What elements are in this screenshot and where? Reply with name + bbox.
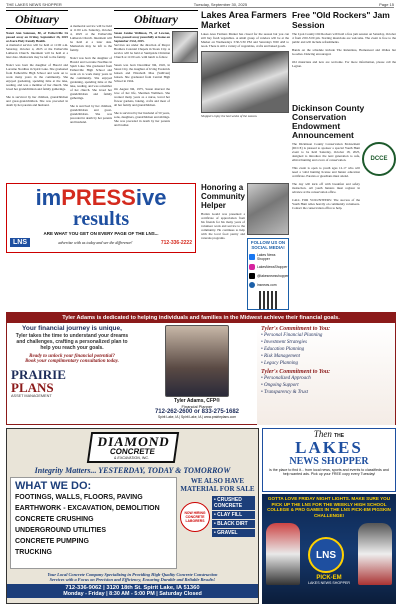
hiring-text: NOW HIRING [184,510,206,515]
x-icon [249,273,255,279]
headline-part: im [35,185,62,210]
service-item: EARTHWORK - EXCAVATION, DEMOLITION [15,505,160,512]
ad-headline [10,187,192,209]
social-row[interactable] [249,273,287,279]
article-headline: Free "Old Rockers" Jam Session [292,10,390,30]
ad-footer: Your Local Concrete Company Specializing in Providing High-Quality Concrete Construction [47,572,218,577]
materials-title: WE ALSO HAVE MATERIAL FOR SALE [180,477,255,493]
logo-text: DCCE [370,156,388,162]
obituary-body: Services are under the direction of Meyer Brothers Colonial Chapels in Sioux City. A service will be held at Sunnyside Christian Church at 11:00 a.m. with lunch to follow. Susan was born December 9th, 1945, in Sioux City, the daughter of Irving Frederick Jensen and Elizabeth Mae (Sullivan) Jensen. She graduated from Central High School in 1964. On August 9th, 1975, Susan married the love of her life, Sherman Wellmon. She worked many years as a nurse, loved her flower gardens, baking, crafts and most of all her family and grandchildren. She is survived by her husband of 50 years, sons, daughters, grandchildren and siblings. She was preceded in death by her parents and brother. [114,43,171,127]
service-item: • Risk Management [261,354,300,359]
ad-tagline: ARE WHAT YOU GET ON EVERY PAGE OF THE LNS... [43,231,159,236]
dccef-article [292,104,396,310]
service-item: • Personal Financial Planning [261,333,323,338]
photo-caption: Shoppers enjoy the last weeks of the season. [201,114,258,118]
ad-cta-2: Book your complimentary consultation today. [25,359,119,364]
ad-headline: GOTTA LOVE FRIDAY NIGHT LIGHTS. MAKE SURE YOU PICK UP THE LNS FOR THE WEEKLY HIGH SCHOOL COLLEGE & PRO GAMES IN THE LNS PICK-EM PIGSKIN CHALLENGE! [267,496,391,518]
logo-text: PRAIRIE [11,367,66,382]
services-title: WHAT WE DO: [15,480,92,492]
tyler-adams-ad [6,312,396,425]
service-item: UNDERGROUND UTILITIES [15,527,106,534]
football-player-photo [266,523,300,585]
logo-text: LNS [13,239,27,246]
services-list [261,332,391,367]
social-label: LakesNewsShopper [257,265,288,269]
obituary-2 [114,10,198,180]
promo-text: THE [334,433,345,439]
page-header [6,2,394,8]
list-title: Tyler's Commitment to You: [261,369,331,375]
obituary-1 [6,10,68,180]
publication-name: THE LAKES NEWS SHOPPER [6,2,62,7]
ad-address: Spirit Lake, IA | Spirit Lake, IA | www.prairieplans.com [157,415,237,419]
service-item: CONCRETE PUMPING [15,538,89,545]
article-body: The Dickinson County Conservation Endowment (DCCE) is pleased to sponsor a special Youth Hunt event to be held Saturday, October 18, 2025, designed to introduce the next generation to safe, ethical hunting and a love of conservation. This event is open to youth ages 12-17 who will need a valid hunting license and hunter education certificate. Parents or guardians must attend. The day will kick off with breakfast and safety instruction. All youth hunters must register in advance at the conservation office. CALL FOR VOLUNTEERS: The success of the Youth Hunt relies heavily on community volunteers. Contact the conservation office to help. [292,142,360,210]
service-item: CONCRETE CRUSHING [15,516,94,523]
social-label: @lakesnewsshopper [257,274,289,278]
article-headline: Honoring a Community Helper [201,183,245,210]
obituary-1-cont [70,24,112,180]
headline-part: PRESS [61,185,136,210]
materials-list [210,495,255,538]
service-item: TRUCKING [15,549,52,556]
obituary-title: Obituary [6,10,68,29]
page-number: Page 15 [379,2,394,7]
promo-title: LAKES [295,438,363,457]
logo-subtext: ASSET MANAGEMENT [11,394,52,398]
honoring-article [201,183,245,295]
logo-text: CONCRETE [108,447,156,456]
lakes-news-shopper-promo [262,428,396,492]
social-row[interactable] [249,264,287,270]
pickem-label: PICK-EM [316,575,342,581]
obituary-body-cont: A memorial service will be held at 11:00 a.m. Saturday, October 4, 2025 at the Estherville Lutheran Church. Interment will be held at a later date. Memorials may be left to the family. Nanci was born the daughter of Harold and Lorraine Nordhus in Spirit Lake. She graduated from Estherville High School and went on to work many years in the community. She enjoyed gardening, spending time at the lake, reading, and was a member of her church. She loved her grandchildren and family gatherings. She is survived by her children, grandchildren and great-grandchildren. She was preceded in death by her parents and husband. [70,24,112,124]
prairie-plans-logo [11,368,133,398]
material-item: • CLAY FILL [212,511,255,519]
instagram-icon [249,264,255,270]
service-item: FOOTINGS, WALLS, FLOORS, PAVING [15,494,143,501]
obituary-title: Obituary [114,10,198,29]
hiring-badge [180,502,210,532]
ad-hours: Monday - Friday | 8:30 AM - 5:00 PM | Saturday Closed [63,591,202,597]
article-headline: Lakes Area Farmers Market [201,10,287,30]
services-list [15,492,172,558]
commitment-item: • Ongoing Support [261,383,299,388]
farmers-market-article [201,10,289,182]
ad-phone: 712-262-2600 or 833-275-1682 [154,409,240,415]
qr-code-icon [259,291,277,309]
ad-phone: 712-336-9062 | 3120 18th St. Spirit Lake, IA 51360 [65,585,200,591]
social-label: Lakes News Shopper [257,253,276,261]
social-row[interactable] [249,253,287,261]
article-body: The Lyon County Old Rockers will hold a free jam session on Saturday, October 4 from 2:00-5:00 pm. Starting musicians are welcome. The event is free to the public and will include refreshments. Bands on the schedule include The Relentless, Homestead and Oldies but Goodies. Dancing encouraged. Old musicians and new are welcome. For more information, please call the Legion. [292,32,396,68]
diamond-concrete-ad [6,428,259,604]
headline-part: ive [135,185,167,210]
ad-banner: Tyler Adams is dedicated to helping individuals and families in the Midwest achieve their financial goals. [7,313,395,323]
advisor-title: Financial Planner [181,404,213,409]
ad-footer-2: Services with a Focus on Precision and Efficiency, Ensuring Durable and Reliable Results! [49,577,216,582]
ad-subheadline: results [72,208,130,230]
social-row[interactable] [249,282,287,288]
dccef-logo [362,142,396,176]
ad-tagline: Integrity Matters... YESTERDAY, TODAY & TOMORROW [34,466,231,475]
obituary-lead: Susan Janine Wellmon, 79, of Lawton, Iowa, passed away peacefully at home on September 23rd, 2025. [114,31,171,43]
jam-session-article [292,10,396,102]
ad-cta: Ready to unlock your financial potential? [29,354,115,359]
logo-text: PLANS [11,380,54,395]
issue-date: Tuesday, September 30, 2025 [193,2,248,7]
diamond-logo [86,432,178,463]
facebook-icon [249,254,255,260]
commitment-item: • Transparency & Trust [261,390,308,395]
article-body: Lakes Area Farmers Market has closed for the season but you can still buy fresh vegetables. A small group of vendors will be at the Market on Wednesdays 3:30-5:30 PM and Saturdays 8:00 AM to noon. There is still a variety of vegetables, crafts and baked goods. [201,32,290,48]
article-body: Harlan Gould was presented a certificate of appreciation from his friends for his many years of volunteer work and service to the community. He continues to help with the local food pantry and veterans programs. [201,212,246,240]
market-photo [201,51,289,113]
web-icon [249,282,255,288]
obituary-lead: Nanci Ann Solomon, 80, of Estherville IA passed away on Friday, September 26, 2025 at Avera Holy Family Health. [6,31,69,43]
football-player-photo [358,523,392,585]
material-item: • GRAVEL [212,529,255,537]
obituary-body: A memorial service will be held at 11:00 a.m. Saturday, October 4, 2025 at the Estherville Lutheran Church. Interment will be held at a later date. Memorials may be left to the family. Nanci was born the daughter of Harold and Lorraine Nordhus in Spirit Lake. She graduated from Estherville High School and went on to work many years in the community. She enjoyed gardening, spending time at the lake, reading, and was a member of her church. She loved her grandchildren and family gatherings. She is survived by her children, grandchildren and great-grandchildren. She was preceded in death by her parents and husband. [6,43,68,107]
lns-logo [308,537,344,573]
ad-sub: advertise with us today and see the difference! [58,240,133,245]
pickem-football-ad [262,494,396,604]
social-title: FOLLOW US ON SOCIAL MEDIA! [250,240,286,250]
commitment-list [261,375,391,396]
social-label: lnsnews.com [257,283,277,287]
ad-subheading: Tyler takes the time to understand your dreams and challenges, crafting a personalized plan to help you reach your goals. [15,333,129,351]
obituary-photo [172,31,198,63]
article-headline: Dickinson County Conservation Endowment Announcement [292,103,365,140]
promo-body: is the place to find it... from local news, sports and events to classifieds and help wanted ads. Pick up your FREE copy every Tuesday! [269,468,389,476]
advisor-name: Tyler Adams, CFP® [174,398,220,404]
promo-title-2: NEWS SHOPPER [289,456,369,467]
ad-phone: 712-336-2222 [160,239,192,246]
social-media-box [247,238,289,310]
material-item: • CRUSHED CONCRETE [212,496,255,510]
service-item: • Legacy Planning [261,361,299,366]
hiring-text: LABORERS [185,518,205,523]
service-item: • Education Planning [261,347,305,352]
material-item: • BLACK DIRT [212,520,255,528]
hiring-text: CONCRETE [185,514,205,519]
service-item: • Investment Strategies [261,340,307,345]
list-title: Tyler's Commitment to You: [261,326,331,332]
lns-logo [10,238,30,247]
ad-heading: Your financial journey is unique, [22,325,122,332]
commitment-item: • Personalized Approach [261,376,311,381]
impressive-results-ad [6,183,196,253]
logo-text: LNS [316,549,337,561]
pickem-sub: LAKES NEWS SHOPPER [308,581,350,585]
promo-text: Then [313,429,332,439]
advisor-photo [165,325,229,397]
honoree-photo [247,183,289,235]
logo-subtext: & EXCAVATION, INC. [113,456,149,460]
logo-text: DIAMOND [96,434,171,449]
